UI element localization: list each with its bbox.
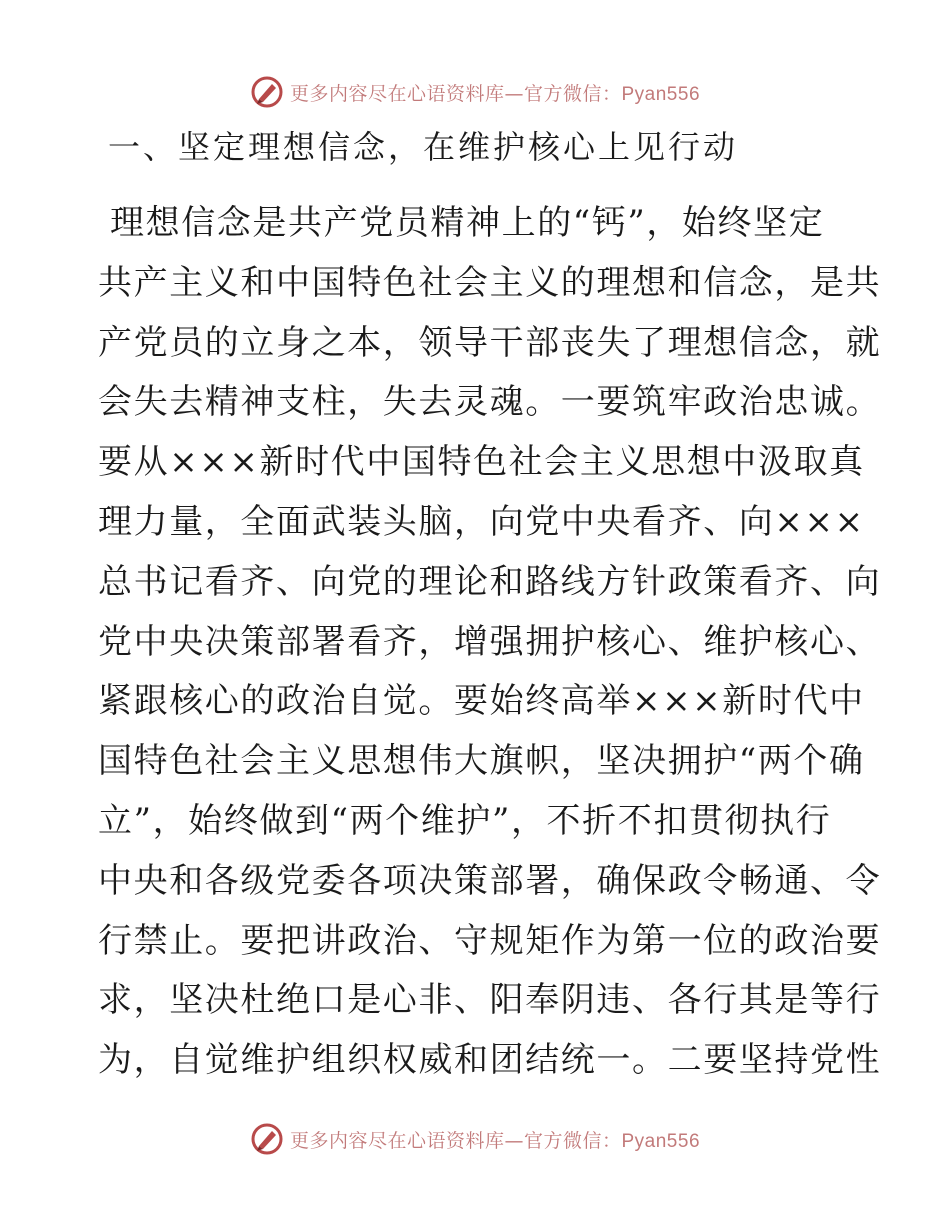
body-line: 要从×××新时代中国特色社会主义思想中汲取真: [98, 442, 865, 483]
watermark-wechat-id: Pyan556: [621, 1130, 701, 1152]
pen-nib-logo-icon: [250, 75, 284, 109]
pen-nib-logo-icon: [250, 1122, 284, 1156]
body-line: 紧跟核心的政治自觉。要始终高举×××新时代中: [98, 681, 865, 722]
body-line: 立”，始终做到“两个维护”，不折不扣贯彻执行: [98, 800, 832, 841]
body-line: 国特色社会主义思想伟大旗帜，坚决拥护“两个确: [98, 741, 865, 782]
body-line: 党中央决策部署看齐，增强拥护核心、维护核心、: [98, 621, 882, 662]
body-line: 中央和各级党委各项决策部署，确保政令畅通、令: [98, 860, 882, 901]
body-line: 行禁止。要把讲政治、守规矩作为第一位的政治要: [98, 920, 882, 961]
body-line: 求，坚决杜绝口是心非、阳奉阴违、各行其是等行: [98, 980, 882, 1021]
body-line: 为，自觉维护组织权威和团结统一。二要坚持党性: [98, 1040, 882, 1081]
body-line: 理力量，全面武装头脑，向党中央看齐、向×××: [98, 501, 865, 542]
header-watermark: [0, 72, 950, 112]
watermark-wechat-id: Pyan556: [621, 83, 701, 105]
body-line: 产党员的立身之本，领导干部丧失了理想信念，就: [98, 322, 882, 363]
footer-watermark: [0, 1119, 950, 1159]
watermark-label: 更多内容尽在心语资料库—官方微信：: [289, 1129, 622, 1152]
watermark-text: [290, 79, 700, 106]
body-line: 会失去精神支柱，失去灵魂。一要筑牢政治忠诚。: [98, 382, 882, 423]
body-line: 总书记看齐、向党的理论和路线方针政策看齐、向: [98, 561, 882, 602]
body-line: 理想信念是共产党员精神上的“钙”，始终坚定: [110, 203, 825, 243]
body-line: 共产主义和中国特色社会主义的理想和信念，是共: [98, 262, 882, 303]
section-heading: 一、坚定理想信念，在维护核心上见行动: [108, 128, 739, 166]
watermark-label: 更多内容尽在心语资料库—官方微信：: [289, 82, 622, 105]
body-paragraph: [98, 194, 882, 1091]
watermark-text: [290, 1126, 700, 1153]
